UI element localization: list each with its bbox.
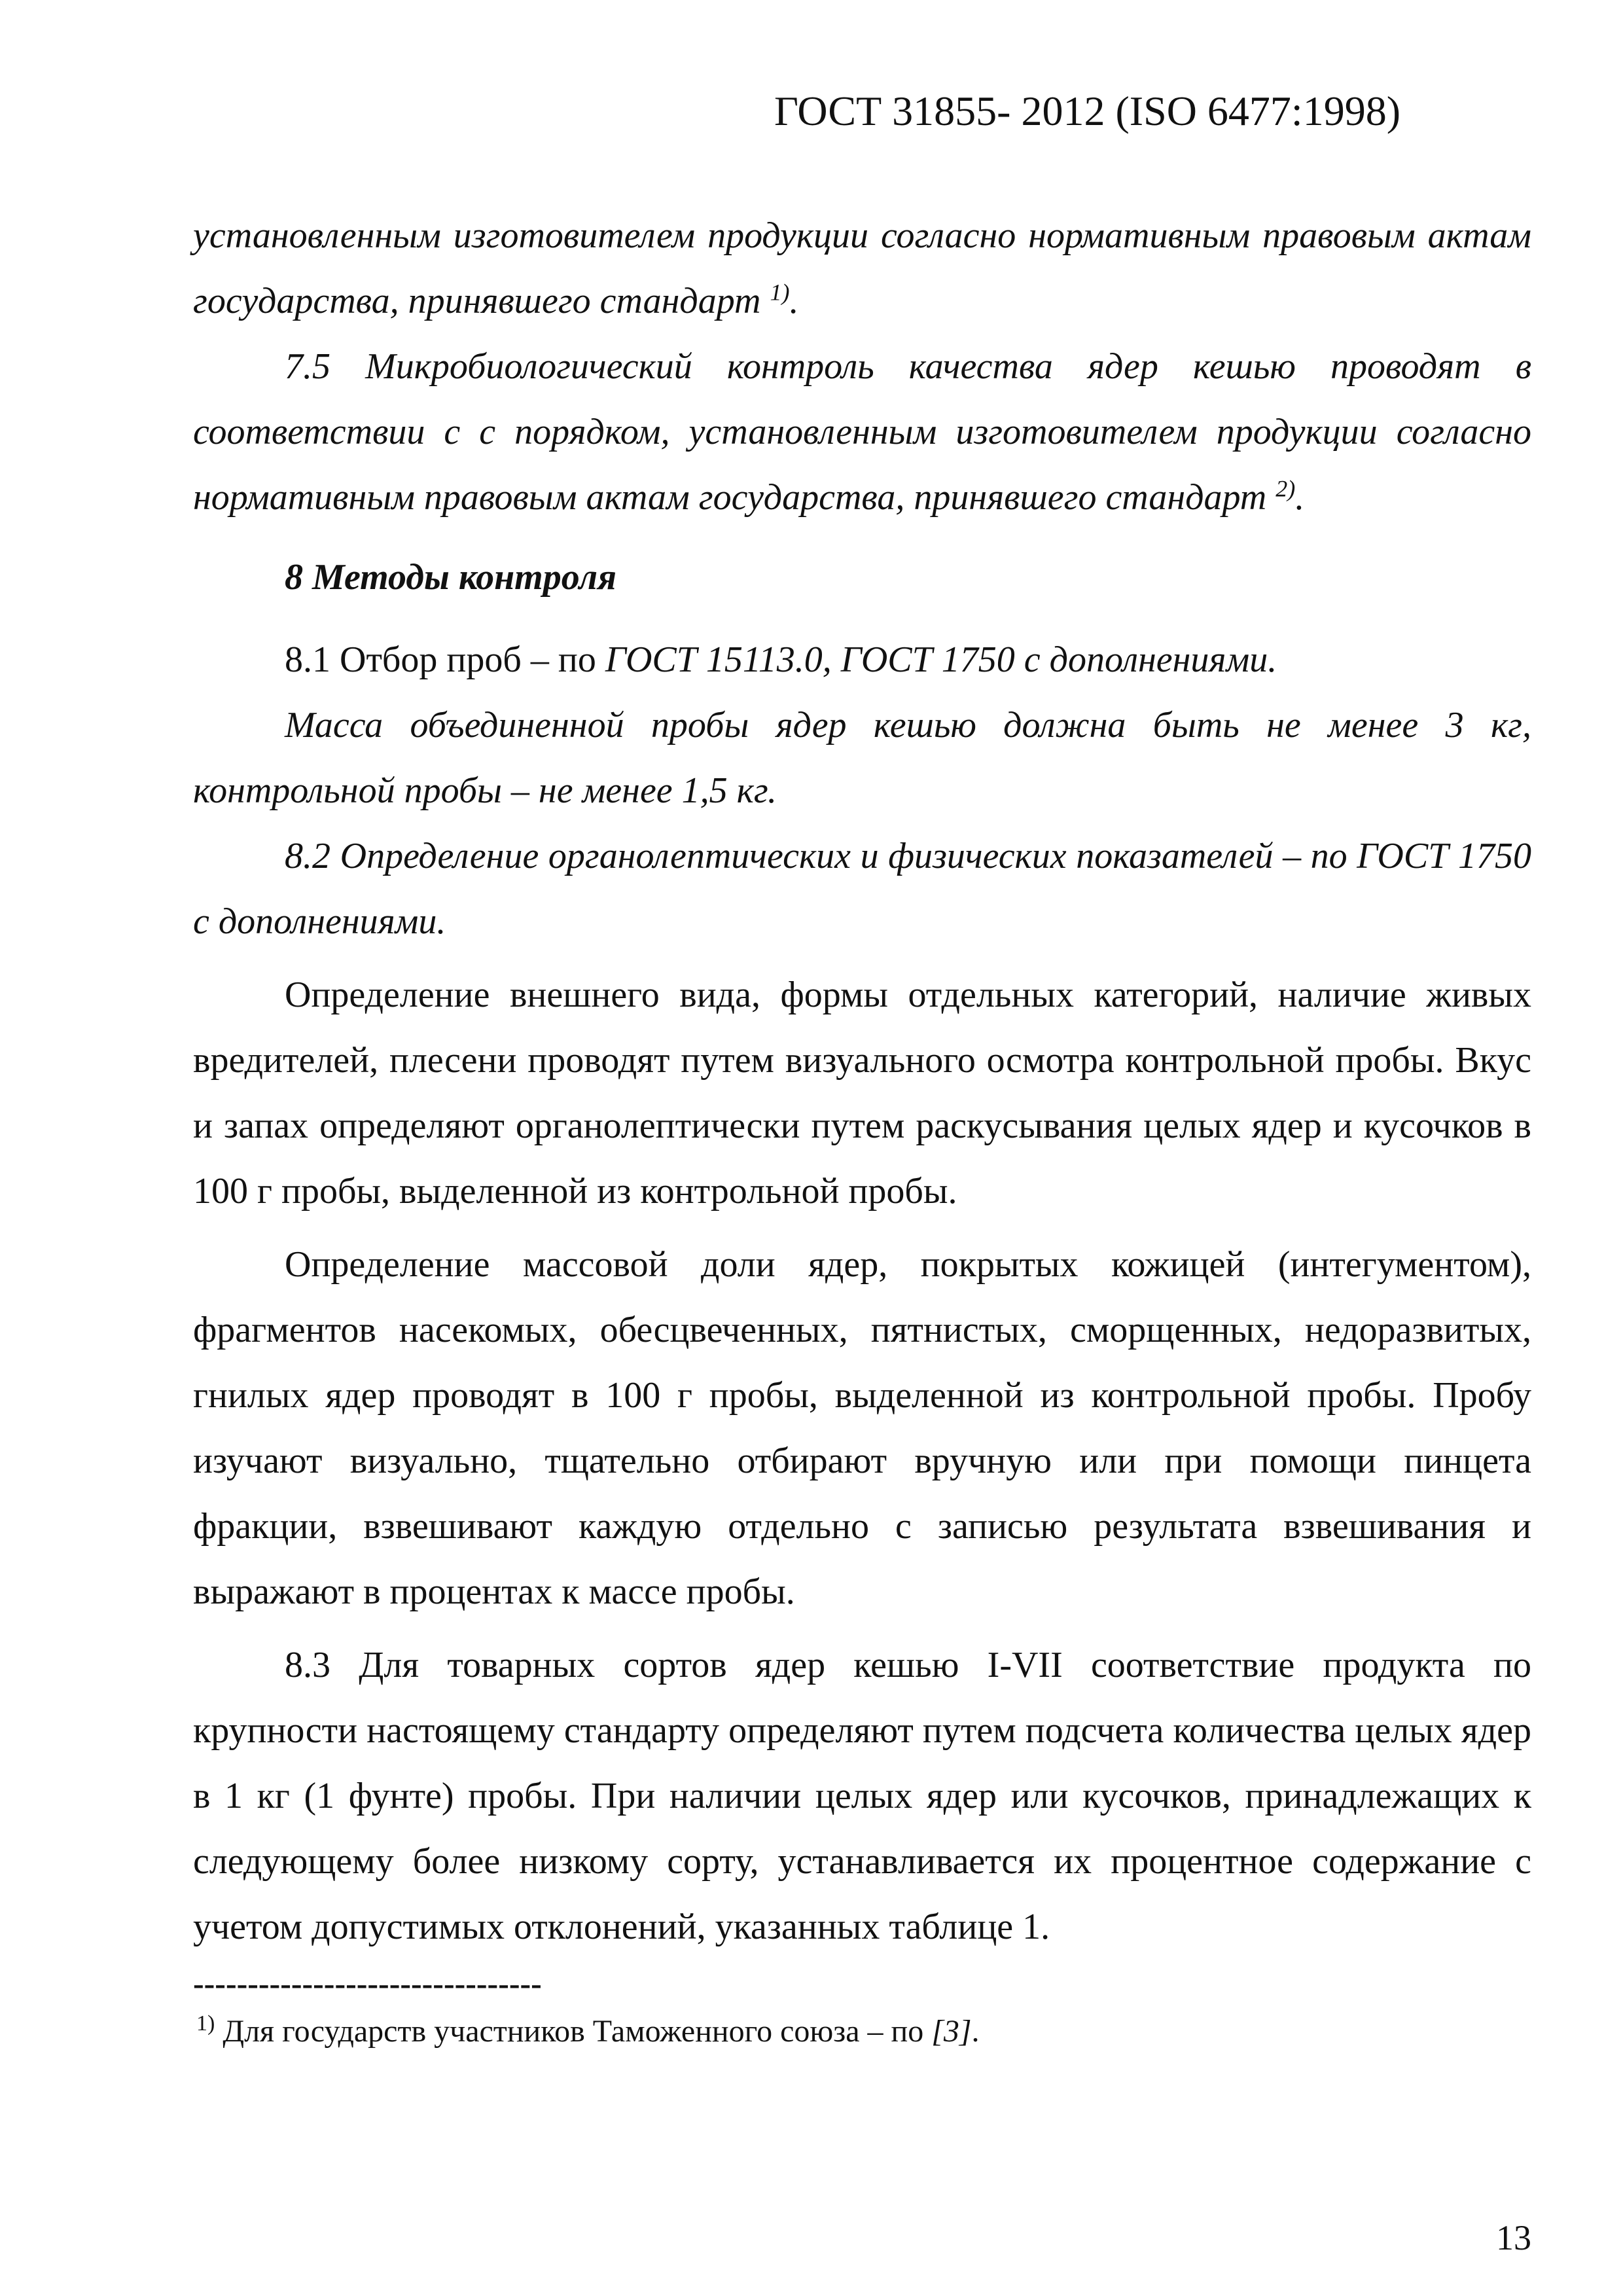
document-body [193,203,1531,1960]
footnote-text: Для государств участников Таможенного союза – по [215,2014,932,2049]
paragraph-7-5 [193,334,1531,530]
paragraph-8-2: 8.2 Определение органолептических и физических показателей – по ГОСТ 1750 с дополнениями. [193,836,1531,942]
paragraph-reference: ГОСТ 15113.0, ГОСТ 1750 с дополнениями. [605,639,1277,680]
paragraph-tail: . [1295,477,1305,518]
footnote-tail: . [971,2014,980,2049]
footnote-reference: [3] [931,2014,972,2049]
paragraph-appearance: Определение внешнего вида, формы отдельных категорий, наличие живых вредителей, плесени проводят путем визуального осмотра контрольной пробы. Вкус и запах определяют органолептически путем раскусывания целых ядер и кусочков в 100 г пробы, выделенной из контрольной пробы. [193,975,1531,1211]
footnote-marker: 2) [1275,475,1296,502]
paragraph-tail: . [789,281,799,321]
paragraph-text: 8.1 Отбор проб – по [285,639,605,680]
section-heading-8: 8 Методы контроля [285,557,616,598]
footnote-marker: 1) [196,2011,215,2036]
paragraph-8-3: 8.3 Для товарных сортов ядер кешью I-VII соответствие продукта по крупности настоящему стандарту определяют путем подсчета количества целых ядер в 1 кг (1 фунте) пробы. При наличии целых ядер или кусочков, принадлежащих к следующему более низкому сорту, устанавливается их процентное содержание с учетом допустимых отклонений, указанных таблице 1. [193,1645,1531,1947]
paragraph-8-1 [193,627,1531,692]
page-header-standard-code: ГОСТ 31855- 2012 (ISO 6477:1998) [774,88,1400,134]
paragraph-mass-fraction: Определение массовой доли ядер, покрытых кожицей (интегументом), фрагментов насекомых, обесцвеченных, пятнистых, сморщенных, недоразвитых, гнилых ядер проводят в 100 г пробы, выделенной из контрольной пробы. Пробу изучают визуально, тщательно отбирают вручную или при помощи пинцета фракции, взвешивают каждую отдельно с записью результата взвешивания и выражают в процентах к массе пробы. [193,1244,1531,1612]
paragraph-text: установленным изготовителем продукции согласно нормативным правовым актам государства, принявшего стандарт [193,215,1531,321]
paragraph-text: 7.5 Микробиологический контроль качества ядер кешью проводят в соответствии с с порядком, установленным изготовителем продукции согласно нормативным правовым актам государства, принявшего стандарт [193,346,1531,518]
paragraph-continuation [193,203,1531,334]
footnote-marker: 1) [770,279,790,306]
paragraph-sample-mass: Масса объединенной пробы ядер кешью должна быть не менее 3 кг, контрольной пробы – не менее 1,5 кг. [193,705,1531,811]
page-number: 13 [1496,2218,1531,2257]
footnote [196,2013,980,2051]
footnote-separator: -------------------------------- [193,1965,542,2001]
